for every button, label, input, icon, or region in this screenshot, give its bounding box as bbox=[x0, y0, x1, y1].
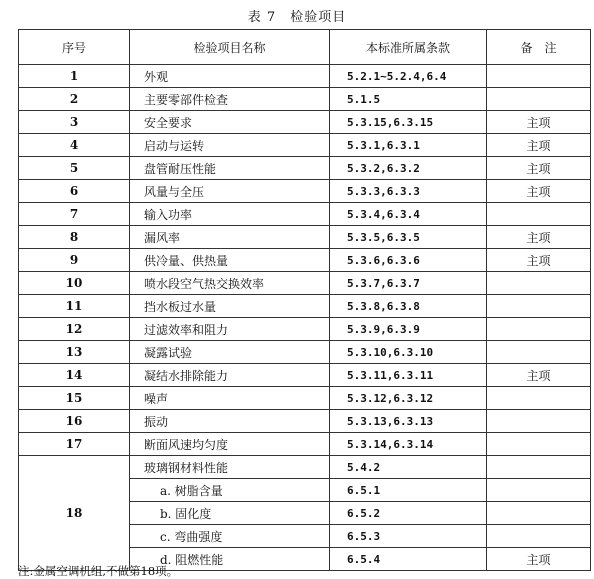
table-row bbox=[19, 341, 591, 364]
row-item-name: 供冷量、供热量 bbox=[130, 249, 330, 272]
row-serial-no: 12 bbox=[19, 318, 130, 341]
row-serial-no: 10 bbox=[19, 272, 130, 295]
row-remark bbox=[487, 88, 591, 111]
row-serial-no: 8 bbox=[19, 226, 130, 249]
row-item-name: 喷水段空气热交换效率 bbox=[130, 272, 330, 295]
row-clause: 5.3.6,6.3.6 bbox=[330, 249, 487, 272]
table-row bbox=[19, 318, 591, 341]
row-serial-no: 11 bbox=[19, 295, 130, 318]
table-row bbox=[19, 295, 591, 318]
row-clause: 5.3.10,6.3.10 bbox=[330, 341, 487, 364]
row-remark: 主项 bbox=[487, 548, 591, 571]
row-remark bbox=[487, 272, 591, 295]
row-item-name: 凝露试验 bbox=[130, 341, 330, 364]
header-remark: 备 注 bbox=[487, 30, 591, 65]
table-row bbox=[19, 226, 591, 249]
row-item-name: 安全要求 bbox=[130, 111, 330, 134]
footnote: 注:金属空调机组,不做第18项。 bbox=[18, 564, 179, 578]
row-sub-item-name: a. 树脂含量 bbox=[130, 479, 330, 502]
row-remark: 主项 bbox=[487, 249, 591, 272]
row-serial-no: 16 bbox=[19, 410, 130, 433]
row-serial-no: 7 bbox=[19, 203, 130, 226]
table-row bbox=[19, 180, 591, 203]
row-serial-no: 6 bbox=[19, 180, 130, 203]
row-clause: 6.5.2 bbox=[330, 502, 487, 525]
row-clause: 5.3.3,6.3.3 bbox=[330, 180, 487, 203]
row-remark: 主项 bbox=[487, 157, 591, 180]
row-item-name: 过滤效率和阻力 bbox=[130, 318, 330, 341]
row-remark: 主项 bbox=[487, 134, 591, 157]
row-item-name: 噪声 bbox=[130, 387, 330, 410]
row-clause: 6.5.1 bbox=[330, 479, 487, 502]
row-remark: 主项 bbox=[487, 111, 591, 134]
row-item-name: 凝结水排除能力 bbox=[130, 364, 330, 387]
row-item-name: 输入功率 bbox=[130, 203, 330, 226]
row-serial-no: 2 bbox=[19, 88, 130, 111]
row-clause: 5.3.5,6.3.5 bbox=[330, 226, 487, 249]
row-clause: 5.3.13,6.3.13 bbox=[330, 410, 487, 433]
table-row bbox=[19, 65, 591, 88]
row-serial-no: 5 bbox=[19, 157, 130, 180]
row-remark bbox=[487, 341, 591, 364]
row-clause: 5.1.5 bbox=[330, 88, 487, 111]
table-header-row bbox=[19, 30, 591, 65]
row-sub-item-name: b. 固化度 bbox=[130, 502, 330, 525]
table-row bbox=[19, 364, 591, 387]
row-serial-no: 4 bbox=[19, 134, 130, 157]
row-serial-no: 1 bbox=[19, 65, 130, 88]
table-row bbox=[19, 433, 591, 456]
row-serial-no: 13 bbox=[19, 341, 130, 364]
header-clause: 本标准所属条款 bbox=[330, 30, 487, 65]
row-serial-no: 18 bbox=[19, 456, 130, 571]
table-body bbox=[19, 65, 591, 571]
row-remark bbox=[487, 295, 591, 318]
row-clause: 5.3.11,6.3.11 bbox=[330, 364, 487, 387]
row-item-name: 主要零部件检查 bbox=[130, 88, 330, 111]
row-serial-no: 15 bbox=[19, 387, 130, 410]
row-item-name: 玻璃钢材料性能 bbox=[130, 456, 330, 479]
table-title: 表 7 检验项目 bbox=[247, 10, 347, 25]
table-row bbox=[19, 456, 591, 479]
row-serial-no: 9 bbox=[19, 249, 130, 272]
row-remark bbox=[487, 65, 591, 88]
table-row bbox=[19, 88, 591, 111]
row-remark bbox=[487, 203, 591, 226]
row-item-name: 盘管耐压性能 bbox=[130, 157, 330, 180]
row-clause: 5.3.7,6.3.7 bbox=[330, 272, 487, 295]
row-clause: 5.3.4,6.3.4 bbox=[330, 203, 487, 226]
row-clause: 6.5.3 bbox=[330, 525, 487, 548]
row-remark bbox=[487, 479, 591, 502]
row-clause: 5.4.2 bbox=[330, 456, 487, 479]
row-remark: 主项 bbox=[487, 226, 591, 249]
row-remark bbox=[487, 502, 591, 525]
row-clause: 5.3.1,6.3.1 bbox=[330, 134, 487, 157]
row-item-name: 外观 bbox=[130, 65, 330, 88]
table-row bbox=[19, 272, 591, 295]
row-remark: 主项 bbox=[487, 180, 591, 203]
row-remark bbox=[487, 525, 591, 548]
header-item-name: 检验项目名称 bbox=[130, 30, 330, 65]
table-row bbox=[19, 387, 591, 410]
row-serial-no: 3 bbox=[19, 111, 130, 134]
row-item-name: 启动与运转 bbox=[130, 134, 330, 157]
row-sub-item-name: d. 阻燃性能 bbox=[130, 548, 330, 571]
row-clause: 5.3.15,6.3.15 bbox=[330, 111, 487, 134]
row-item-name: 漏风率 bbox=[130, 226, 330, 249]
row-remark bbox=[487, 387, 591, 410]
row-remark bbox=[487, 410, 591, 433]
row-clause: 5.3.14,6.3.14 bbox=[330, 433, 487, 456]
row-remark bbox=[487, 456, 591, 479]
inspection-table-container bbox=[18, 29, 590, 571]
row-clause: 5.2.1~5.2.4,6.4 bbox=[330, 65, 487, 88]
row-clause: 5.3.8,6.3.8 bbox=[330, 295, 487, 318]
row-remark: 主项 bbox=[487, 364, 591, 387]
table-row bbox=[19, 203, 591, 226]
table-row bbox=[19, 410, 591, 433]
row-serial-no: 17 bbox=[19, 433, 130, 456]
row-item-name: 断面风速均匀度 bbox=[130, 433, 330, 456]
inspection-items-table bbox=[18, 29, 591, 571]
row-clause: 5.3.12,6.3.12 bbox=[330, 387, 487, 410]
table-row bbox=[19, 157, 591, 180]
row-remark bbox=[487, 318, 591, 341]
row-item-name: 挡水板过水量 bbox=[130, 295, 330, 318]
table-row bbox=[19, 111, 591, 134]
header-serial-no: 序号 bbox=[19, 30, 130, 65]
row-remark bbox=[487, 433, 591, 456]
row-clause: 5.3.2,6.3.2 bbox=[330, 157, 487, 180]
row-serial-no: 14 bbox=[19, 364, 130, 387]
row-item-name: 振动 bbox=[130, 410, 330, 433]
row-clause: 5.3.9,6.3.9 bbox=[330, 318, 487, 341]
row-clause: 6.5.4 bbox=[330, 548, 487, 571]
table-row bbox=[19, 134, 591, 157]
row-sub-item-name: c. 弯曲强度 bbox=[130, 525, 330, 548]
table-row bbox=[19, 249, 591, 272]
row-item-name: 风量与全压 bbox=[130, 180, 330, 203]
